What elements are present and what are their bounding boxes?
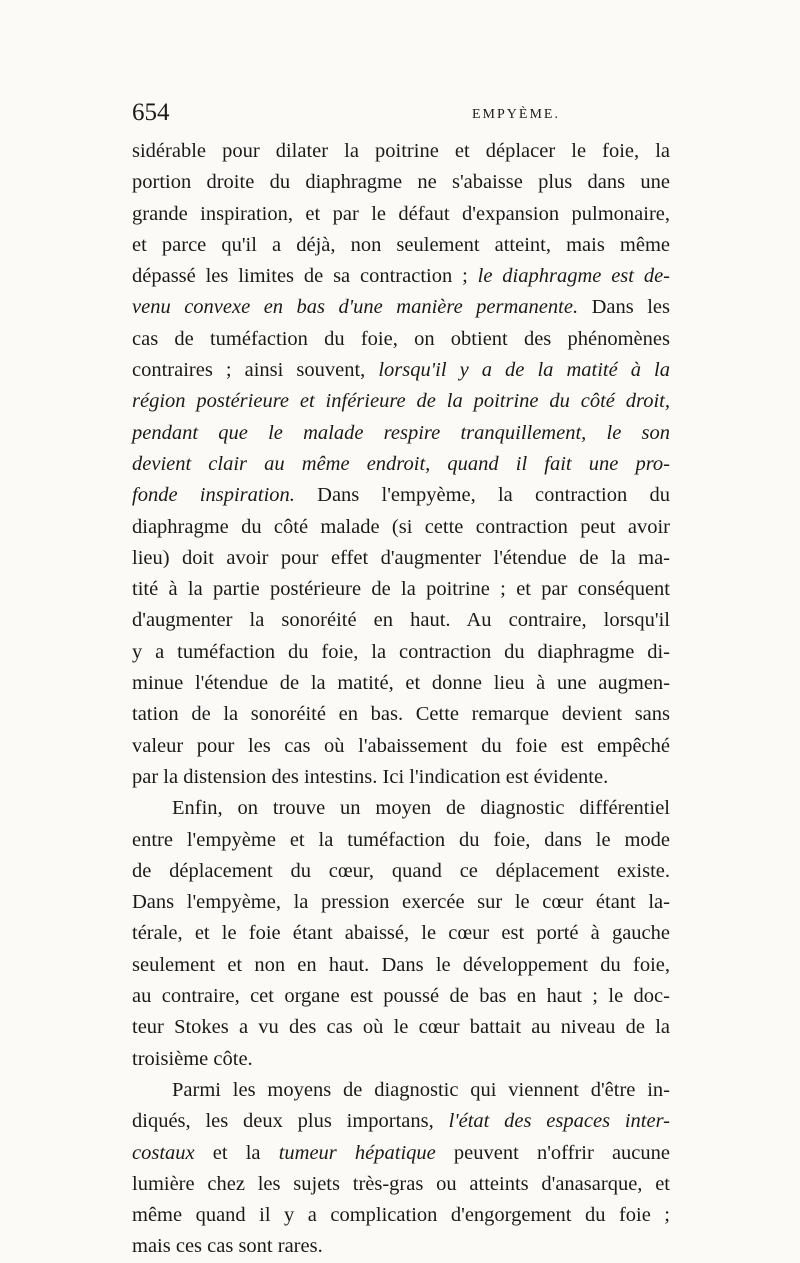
text-line	[132, 1075, 670, 1106]
text-line	[132, 512, 670, 543]
text-line	[132, 1169, 670, 1200]
italic-text: fonde inspiration.	[132, 484, 295, 507]
text-segment: y a tuméfaction du foie, la contraction du diaphragme di-	[132, 640, 670, 663]
text-line	[132, 418, 670, 449]
text-segment: entre l'empyème et la tuméfaction du foie, dans le mode	[132, 828, 670, 851]
text-segment: lieu) doit avoir pour effet d'augmenter l'étendue de la ma-	[132, 546, 670, 569]
text-segment: et parce qu'il a déjà, non seulement atteint, mais même	[132, 233, 670, 256]
text-line	[132, 324, 670, 355]
text-line	[132, 1200, 670, 1231]
text-line	[132, 199, 670, 230]
text-segment: et la	[194, 1141, 279, 1164]
text-line	[132, 355, 670, 386]
text-segment: au contraire, cet organe est poussé de bas en haut ; le doc-	[132, 985, 670, 1008]
text-segment: lumière chez les sujets très-gras ou atteints d'anasarque, et	[132, 1172, 670, 1195]
text-line	[132, 668, 670, 699]
text-line	[132, 1106, 670, 1137]
text-line	[132, 793, 670, 824]
text-line	[132, 574, 670, 605]
text-line	[132, 167, 670, 198]
body-text	[132, 136, 670, 1263]
text-segment: Dans l'empyème, la contraction du	[294, 484, 670, 507]
text-line	[132, 856, 670, 887]
text-segment: portion droite du diaphragme ne s'abaisse plus dans une	[132, 171, 670, 194]
text-line	[132, 825, 670, 856]
text-line	[132, 762, 670, 793]
text-line	[132, 386, 670, 417]
text-line	[132, 1012, 670, 1043]
text-line	[132, 449, 670, 480]
italic-text: venu convexe en bas d'une manière permanente.	[132, 296, 579, 319]
text-segment: peuvent n'offrir aucune	[435, 1141, 670, 1164]
italic-text: région postérieure et inférieure de la poitrine du côté droit,	[132, 390, 670, 413]
text-segment: d'augmenter la sonoréité en haut. Au contraire, lorsqu'il	[132, 609, 670, 632]
text-line	[132, 261, 670, 292]
text-segment: même quand il y a complication d'engorgement du foie ;	[132, 1204, 670, 1227]
italic-text: lorsqu'il y a de la matité à la	[378, 359, 670, 382]
text-line	[132, 136, 670, 167]
italic-text: costaux	[132, 1141, 195, 1164]
running-title: EMPYÈME.	[472, 107, 560, 122]
text-segment: valeur pour les cas où l'abaissement du foie est empêché	[132, 734, 670, 757]
text-segment: cas de tuméfaction du foie, on obtient des phénomènes	[132, 327, 670, 350]
text-line	[132, 1044, 670, 1075]
italic-text: tumeur hépatique	[278, 1141, 436, 1164]
text-segment: Parmi les moyens de diagnostic qui viennent d'être in-	[172, 1078, 670, 1101]
text-segment: diaphragme du côté malade (si cette contraction peut avoir	[132, 515, 670, 538]
text-segment: dépassé les limites de sa contraction ;	[132, 265, 478, 288]
text-segment: grande inspiration, et par le défaut d'expansion pulmonaire,	[132, 202, 670, 225]
text-line	[132, 699, 670, 730]
text-line	[132, 1138, 670, 1169]
text-line	[132, 1231, 670, 1262]
text-segment: teur Stokes a vu des cas où le cœur battait au niveau de la	[132, 1016, 670, 1039]
text-line	[132, 292, 670, 323]
text-segment: diqués, les deux plus importans,	[132, 1110, 449, 1133]
text-line	[132, 981, 670, 1012]
text-line	[132, 480, 670, 511]
italic-text: le diaphragme est de-	[477, 265, 670, 288]
text-line	[132, 637, 670, 668]
italic-text: l'état des espaces inter-	[448, 1110, 670, 1133]
text-segment: sidérable pour dilater la poitrine et déplacer le foie, la	[132, 140, 670, 162]
text-segment: troisième côte.	[132, 1047, 253, 1070]
text-line	[132, 543, 670, 574]
text-segment: tation de la sonoréité en bas. Cette remarque devient sans	[132, 703, 670, 726]
text-segment: Dans l'empyème, la pression exercée sur le cœur étant la-	[132, 891, 670, 914]
text-line	[132, 950, 670, 981]
text-segment: tité à la partie postérieure de la poitrine ; et par conséquent	[132, 578, 670, 601]
text-segment: Dans les	[578, 296, 670, 319]
text-segment: de déplacement du cœur, quand ce déplacement existe.	[132, 859, 670, 882]
text-segment: seulement et non en haut. Dans le développement du foie,	[132, 953, 670, 976]
text-segment: Enfin, on trouve un moyen de diagnostic différentiel	[172, 797, 670, 820]
text-segment: mais ces cas sont rares.	[132, 1235, 323, 1258]
text-segment: contraires ; ainsi souvent,	[132, 359, 379, 382]
italic-text: pendant que le malade respire tranquillement, le son	[132, 421, 670, 444]
text-segment: minue l'étendue de la matité, et donne lieu à une augmen-	[132, 672, 670, 695]
page-header	[132, 96, 670, 130]
text-line	[132, 731, 670, 762]
text-segment: térale, et le foie étant abaissé, le cœur est porté à gauche	[132, 922, 670, 945]
text-line	[132, 605, 670, 636]
text-line	[132, 230, 670, 261]
page-number: 654	[132, 99, 170, 126]
text-line	[132, 918, 670, 949]
italic-text: devient clair au même endroit, quand il fait une pro-	[132, 452, 670, 475]
text-line	[132, 887, 670, 918]
text-segment: par la distension des intestins. Ici l'indication est évidente.	[132, 765, 609, 788]
